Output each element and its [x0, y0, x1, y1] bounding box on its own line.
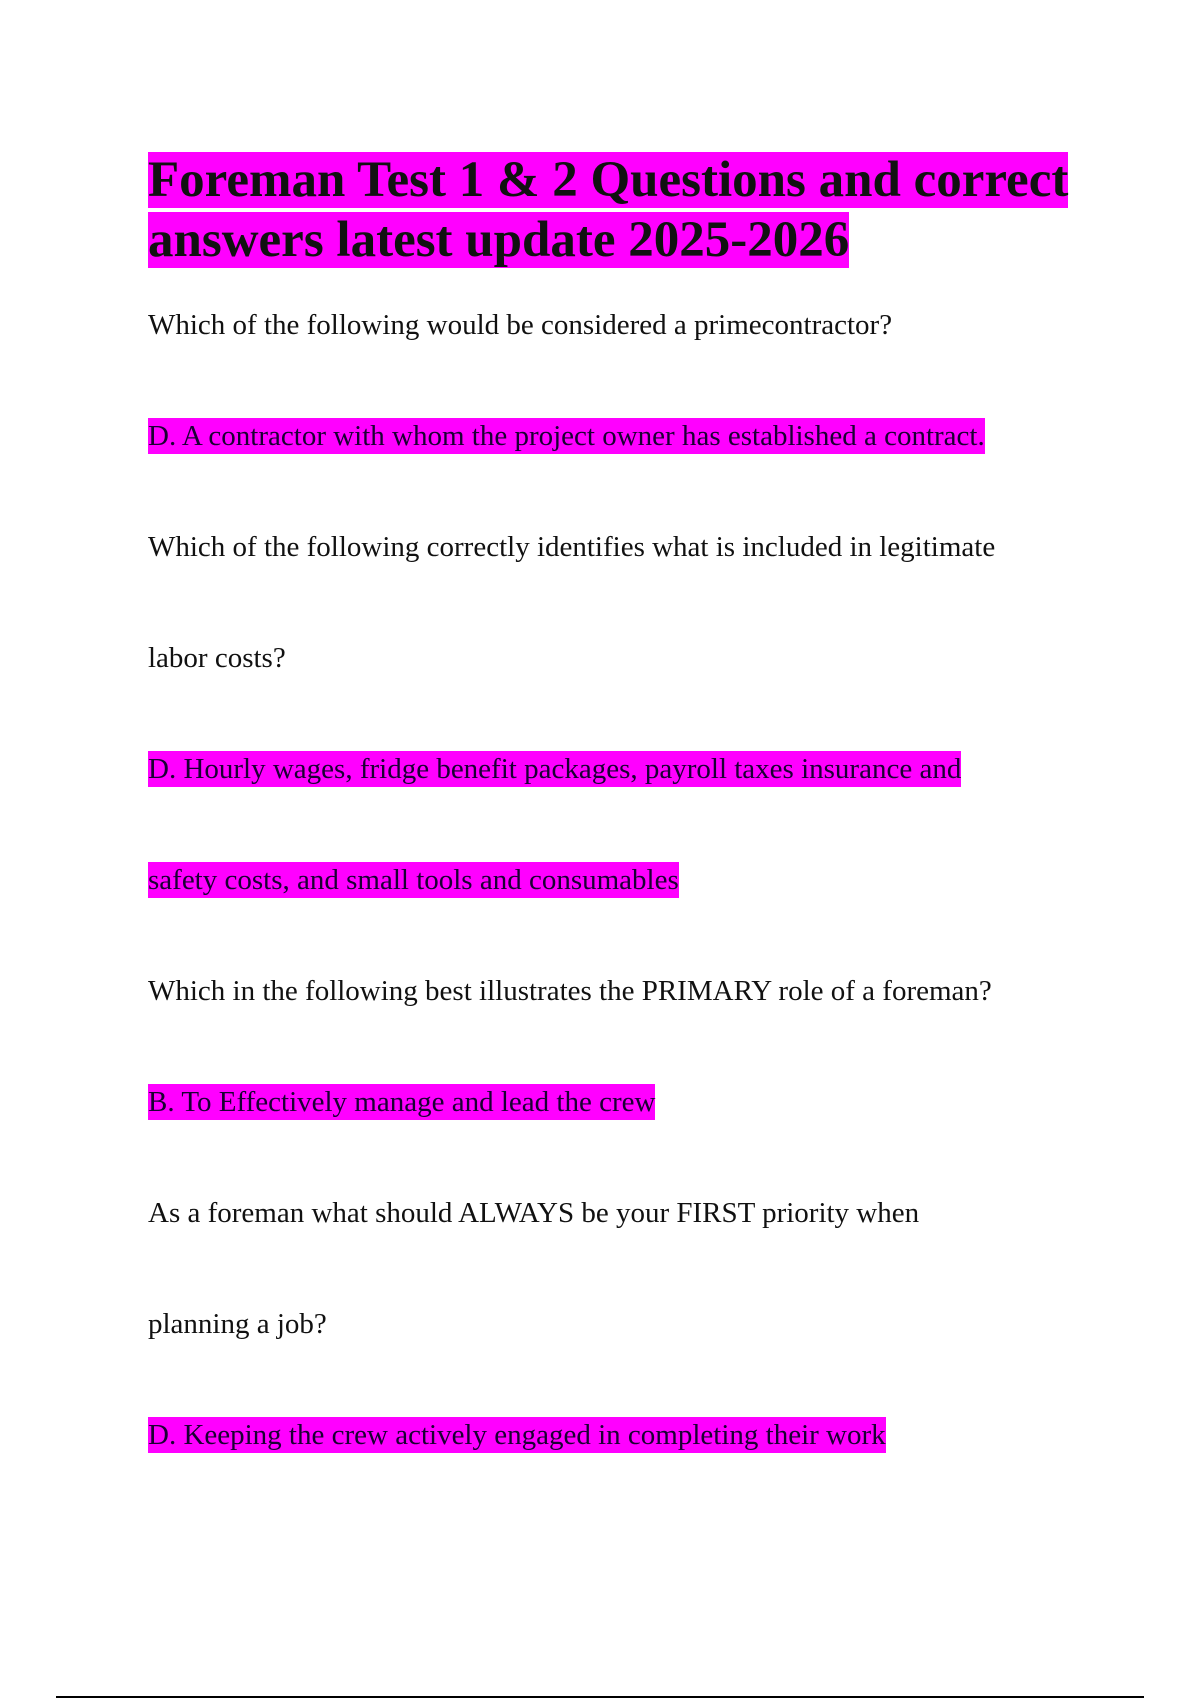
question-line: labor costs?	[148, 642, 286, 674]
document-title-text: Foreman Test 1 & 2 Questions and correct answers latest update 2025-2026	[148, 152, 1069, 268]
answer-3	[148, 1047, 1108, 1158]
question-2	[148, 492, 1108, 714]
question-line: Which of the following would be considered a primecontractor?	[148, 309, 893, 341]
page-bottom-rule	[56, 1696, 1144, 1698]
question-3	[148, 936, 1108, 1047]
question-line: Which of the following correctly identifies what is included in legitimate	[148, 531, 996, 563]
question-line: planning a job?	[148, 1308, 327, 1340]
document-title	[148, 150, 1108, 270]
answer-line: D. Keeping the crew actively engaged in completing their work	[148, 1419, 886, 1451]
answer-line: B. To Effectively manage and lead the crew	[148, 1086, 656, 1118]
answer-line: D. A contractor with whom the project owner has established a contract.	[148, 420, 985, 452]
answer-line: D. Hourly wages, fridge benefit packages, payroll taxes insurance and	[148, 753, 962, 785]
answer-4	[148, 1380, 1108, 1491]
question-1	[148, 270, 1108, 381]
document-content	[148, 150, 1108, 1491]
answer-1	[148, 381, 1108, 492]
question-line: Which in the following best illustrates the PRIMARY role of a foreman?	[148, 975, 992, 1007]
question-line: As a foreman what should ALWAYS be your FIRST priority when	[148, 1197, 920, 1229]
question-4	[148, 1158, 1108, 1380]
answer-line: safety costs, and small tools and consumables	[148, 864, 679, 896]
answer-2	[148, 714, 1108, 936]
